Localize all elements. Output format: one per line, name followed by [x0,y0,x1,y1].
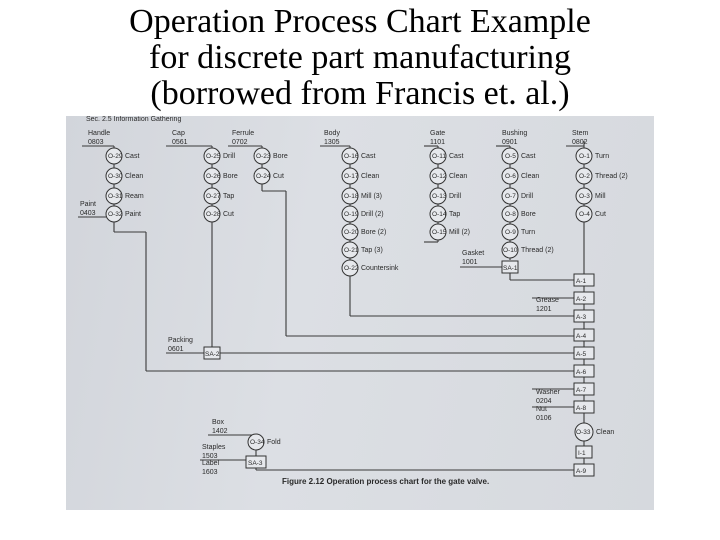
svg-text:O-12: O-12 [432,173,447,180]
svg-text:Bore: Bore [273,153,288,160]
svg-text:Tap: Tap [449,211,461,218]
svg-text:O-26: O-26 [206,173,221,180]
svg-text:A-3: A-3 [576,314,587,321]
svg-text:Cast: Cast [521,153,536,160]
part-bushing [496,130,554,260]
part-cap [166,130,238,351]
svg-text:1001: 1001 [462,259,478,266]
svg-text:O-4: O-4 [579,211,590,218]
svg-text:0106: 0106 [536,415,552,422]
svg-text:O-7: O-7 [505,193,516,200]
svg-text:Mill (3): Mill (3) [361,193,382,200]
svg-text:O-33: O-33 [576,429,591,436]
assembly-steps [574,274,614,476]
svg-text:A-8: A-8 [576,405,587,412]
svg-text:Bore: Bore [521,211,536,218]
svg-text:0204: 0204 [536,398,552,405]
svg-text:O-34: O-34 [250,439,265,446]
svg-text:O-19: O-19 [344,211,359,218]
part-stem [566,130,628,222]
svg-text:Tap (3): Tap (3) [361,247,383,254]
svg-text:O-13: O-13 [432,193,447,200]
svg-text:Fold: Fold [267,439,281,446]
svg-text:Mill (2): Mill (2) [449,229,470,236]
svg-text:O-10: O-10 [503,247,518,254]
svg-text:Washer: Washer [536,389,560,396]
part-number: 1101 [430,139,446,146]
svg-text:Cut: Cut [223,211,234,218]
svg-text:Drill (2): Drill (2) [361,211,384,218]
svg-text:A-7: A-7 [576,387,587,394]
svg-text:O-5: O-5 [505,153,516,160]
slide-title-line-2: for discrete part manufacturing [149,39,571,76]
svg-text:Drill: Drill [449,193,462,200]
svg-text:O-8: O-8 [505,211,516,218]
part-number: 0702 [232,139,248,146]
svg-text:1402: 1402 [212,428,228,435]
svg-text:Ream: Ream [125,193,144,200]
part-gate [424,130,470,242]
svg-text:O-16: O-16 [344,153,359,160]
input-packing [166,337,576,359]
svg-text:1603: 1603 [202,469,218,476]
svg-text:Bore (2): Bore (2) [361,229,387,236]
svg-text:O-32: O-32 [108,211,123,218]
svg-text:Cut: Cut [273,173,284,180]
part-name: Body [324,130,340,137]
svg-text:O-31: O-31 [108,193,123,200]
input-washer [532,389,576,405]
svg-text:A-6: A-6 [576,369,587,376]
input-gasket [460,250,576,280]
svg-text:O-11: O-11 [432,153,446,160]
svg-text:O-14: O-14 [432,211,447,218]
part-number: 0561 [172,139,188,146]
slide-title-line-1: Operation Process Chart Example [129,3,591,40]
svg-text:Label: Label [202,460,220,467]
svg-text:SA-1: SA-1 [503,265,518,272]
scanned-chart-image [66,116,654,510]
svg-text:A-5: A-5 [576,351,587,358]
svg-text:Drill: Drill [223,153,236,160]
input-nut [532,406,576,422]
slide-title-line-3: (borrowed from Francis et. al.) [150,75,570,112]
svg-text:Grease: Grease [536,297,559,304]
svg-text:O-27: O-27 [206,193,221,200]
svg-text:1503: 1503 [202,453,218,460]
svg-text:Clean: Clean [125,173,144,180]
svg-text:O-22: O-22 [344,265,359,272]
svg-text:1201: 1201 [536,306,552,313]
input-grease [532,297,576,313]
header-fragment: Sec. 2.5 Information Gathering [86,116,182,123]
svg-text:O-6: O-6 [505,173,516,180]
svg-text:O-3: O-3 [579,193,590,200]
svg-text:Cast: Cast [125,153,140,160]
part-number: 0803 [88,139,104,146]
svg-text:Gasket: Gasket [462,250,485,257]
svg-text:O-24: O-24 [256,173,271,180]
svg-text:Thread (2): Thread (2) [521,247,554,254]
part-name: Gate [430,130,446,137]
svg-text:Cast: Cast [361,153,376,160]
svg-text:Paint: Paint [80,201,96,208]
part-body [320,130,576,316]
svg-text:A-9: A-9 [576,468,587,475]
svg-text:O-23: O-23 [256,153,271,160]
svg-text:I-1: I-1 [578,450,586,457]
svg-text:0403: 0403 [80,210,96,217]
svg-text:Mill: Mill [595,193,606,200]
svg-text:O-21: O-21 [344,247,359,254]
part-name: Stem [572,130,589,137]
svg-text:O-17: O-17 [344,173,359,180]
svg-text:Turn: Turn [595,153,610,160]
svg-text:Bore: Bore [223,173,238,180]
svg-text:O-15: O-15 [432,229,447,236]
part-number: 0802 [572,139,588,146]
part-name: Handle [88,130,111,137]
svg-text:O-30: O-30 [108,173,123,180]
svg-text:A-1: A-1 [576,278,587,285]
svg-text:Clean: Clean [596,429,615,436]
part-name: Ferrule [232,130,255,137]
svg-text:O-25: O-25 [206,153,221,160]
svg-text:O-29: O-29 [108,153,123,160]
svg-text:SA-2: SA-2 [205,351,220,358]
svg-text:Packing: Packing [168,337,193,344]
svg-text:Turn: Turn [521,229,536,236]
operation-process-chart [66,116,654,510]
svg-text:O-20: O-20 [344,229,359,236]
input-paint [78,201,106,217]
slide-title [0,4,720,112]
svg-text:0601: 0601 [168,346,184,353]
svg-text:A-2: A-2 [576,296,587,303]
part-name: Bushing [502,130,528,137]
svg-text:O-28: O-28 [206,211,221,218]
svg-text:Drill: Drill [521,193,534,200]
svg-text:Clean: Clean [449,173,468,180]
svg-text:O-18: O-18 [344,193,359,200]
svg-text:O-1: O-1 [579,153,590,160]
part-number: 0901 [502,139,518,146]
svg-text:A-4: A-4 [576,333,587,340]
svg-text:Cut: Cut [595,211,606,218]
svg-text:Cast: Cast [449,153,464,160]
svg-text:Clean: Clean [521,173,540,180]
svg-text:O-9: O-9 [505,229,516,236]
svg-text:Box: Box [212,419,225,426]
part-name: Cap [172,130,185,137]
svg-text:Nut: Nut [536,406,547,413]
svg-text:O-2: O-2 [579,173,590,180]
svg-text:Staples: Staples [202,444,226,451]
svg-text:Tap: Tap [223,193,235,200]
svg-text:Thread (2): Thread (2) [595,173,628,180]
svg-text:SA-3: SA-3 [248,460,263,467]
figure-caption: Figure 2.12 Operation process chart for the gate valve. [282,477,490,486]
svg-text:Countersink: Countersink [361,265,399,272]
packaging-inputs [200,419,574,476]
svg-text:Paint: Paint [125,211,141,218]
svg-text:Clean: Clean [361,173,380,180]
part-number: 1305 [324,139,340,146]
